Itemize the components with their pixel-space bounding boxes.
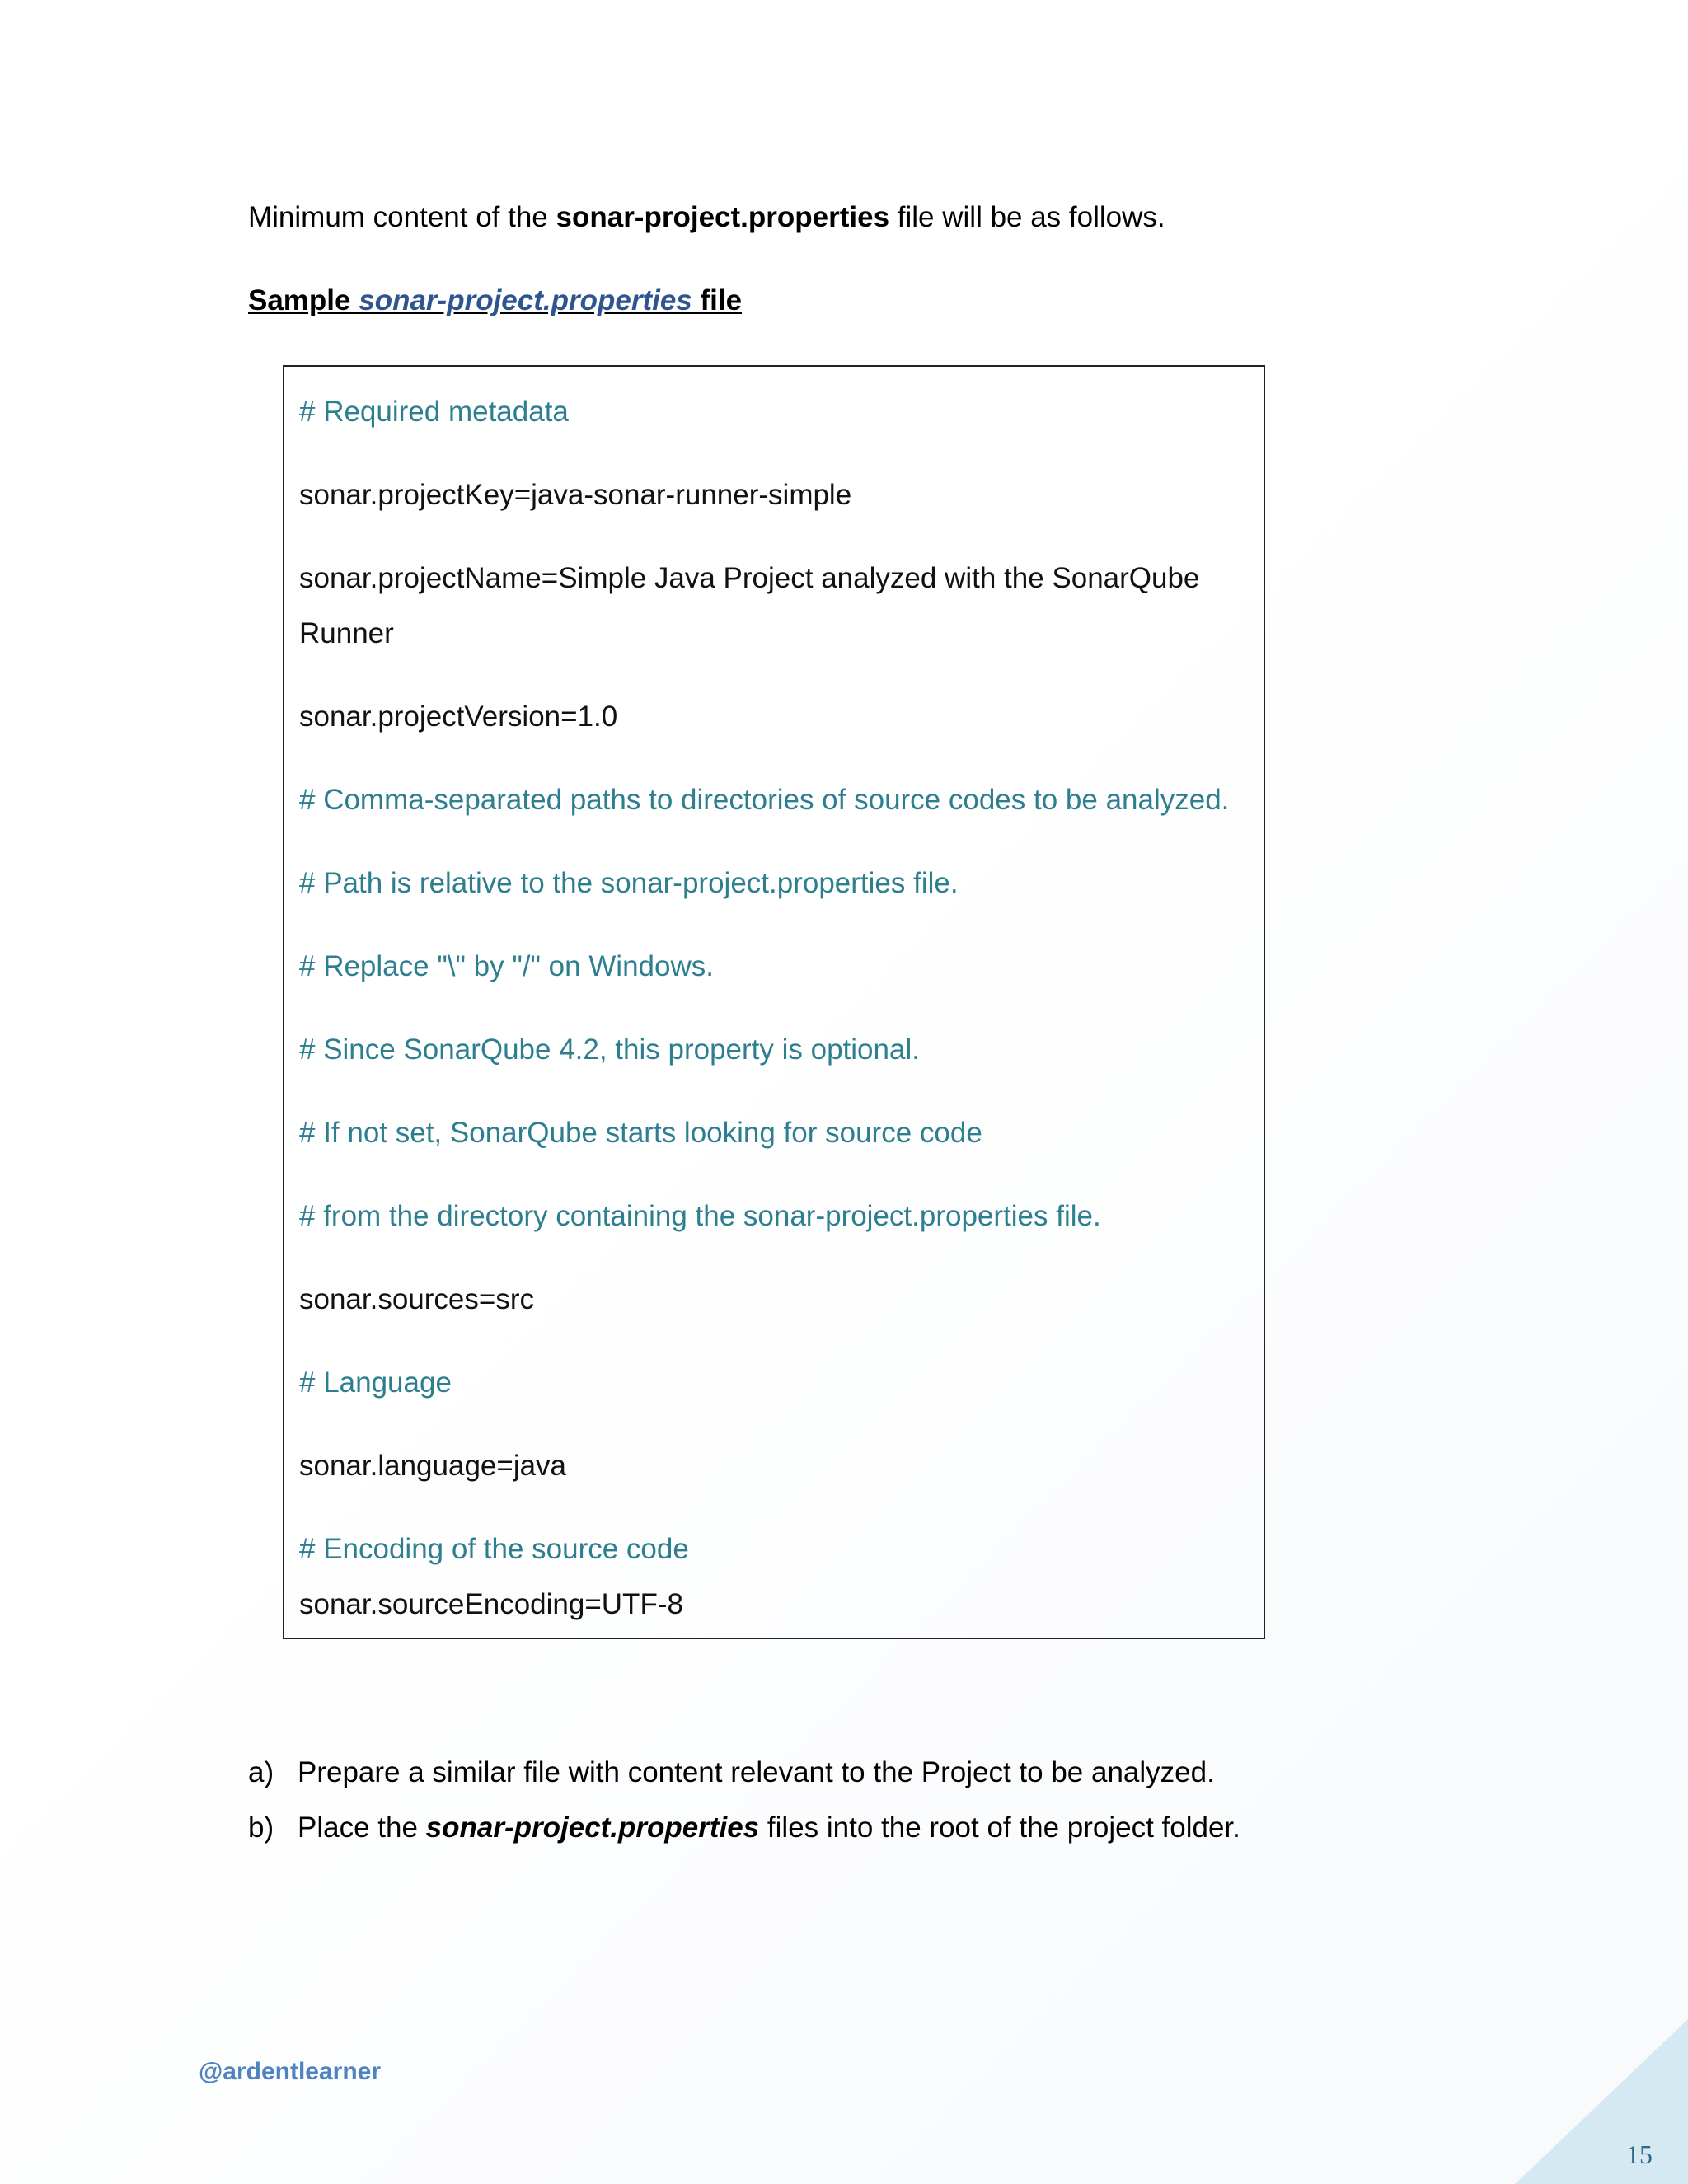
- code-line: # Comma-separated paths to directories of source codes to be analyzed.: [299, 784, 1230, 816]
- code-line: # Since SonarQube 4.2, this property is optional.: [299, 1033, 920, 1066]
- code-line: # If not set, SonarQube starts looking for source code: [299, 1117, 982, 1149]
- code-sample-box: [283, 365, 1265, 1639]
- heading-prefix: Sample: [248, 284, 359, 316]
- code-line: sonar.sourceEncoding=UTF-8: [299, 1588, 683, 1620]
- intro-suffix: file will be as follows.: [889, 201, 1165, 233]
- code-line: sonar.projectVersion=1.0: [299, 701, 618, 733]
- code-line: # Language: [299, 1366, 452, 1399]
- intro-prefix: Minimum content of the: [248, 201, 556, 233]
- corner-decoration: [1515, 2019, 1688, 2184]
- list-text-prefix: Place the: [298, 1811, 426, 1844]
- heading-suffix: file: [692, 284, 743, 316]
- code-line: # Required metadata: [299, 396, 569, 428]
- author-handle: @ardentlearner: [199, 2058, 382, 2085]
- code-line: # Path is relative to the sonar-project.properties file.: [299, 867, 959, 899]
- code-line: # Encoding of the source code: [299, 1533, 689, 1565]
- section-heading: [248, 282, 742, 320]
- list-marker: a): [248, 1756, 274, 1788]
- list-item: [248, 1809, 1240, 1847]
- code-line: # from the directory containing the sonar-project.properties file.: [299, 1200, 1101, 1232]
- list-item: [248, 1754, 1215, 1792]
- code-line: Runner: [299, 617, 394, 649]
- code-line: sonar.projectName=Simple Java Project analyzed with the SonarQube: [299, 562, 1200, 594]
- list-text-filename: sonar-project.properties: [425, 1811, 760, 1844]
- list-text-suffix: files into the root of the project folder.: [759, 1811, 1240, 1844]
- list-text: Prepare a similar file with content relevant to the Project to be analyzed.: [298, 1756, 1215, 1788]
- code-line: sonar.projectKey=java-sonar-runner-simple: [299, 479, 852, 511]
- code-line: sonar.sources=src: [299, 1283, 534, 1315]
- intro-paragraph: [248, 199, 1165, 237]
- corner-triangle: [1515, 2019, 1688, 2184]
- intro-filename: sonar-project.properties: [556, 201, 890, 233]
- page-number: 15: [1626, 2139, 1653, 2169]
- code-line: # Replace "\" by "/" on Windows.: [299, 950, 714, 982]
- code-line: sonar.language=java: [299, 1450, 567, 1482]
- list-marker: b): [248, 1811, 274, 1844]
- heading-filename-link[interactable]: sonar-project.properties: [359, 284, 692, 316]
